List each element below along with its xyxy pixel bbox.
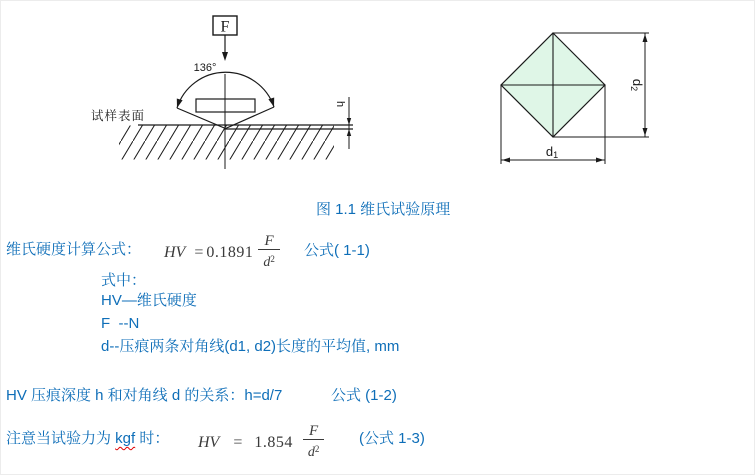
- h-arrow-top: [347, 118, 351, 125]
- d-definition: d--压痕两条对角线(d1, d2)长度的平均值, mm: [101, 338, 400, 355]
- formula-intro-label: 维氏硬度计算公式：: [6, 241, 142, 258]
- vickers-formula-1-1: HV = 0.1891 $\frac{F}{d^2}$: [164, 234, 280, 271]
- force-arrow-head: [222, 52, 228, 61]
- d1-label: d1: [545, 144, 559, 160]
- indentation-diagonals-diagram: [461, 1, 661, 181]
- hatching: [119, 126, 334, 160]
- h-label: h: [334, 100, 346, 108]
- depth-relation-line: HV 压痕深度 h 和对角线 d 的关系：h=d/7: [6, 387, 283, 404]
- vickers-formula-1-3: HV = 1.854 $\frac{F}{d^2}$: [198, 424, 324, 461]
- kgf-note-label: 注意当试验力为 kgf 时：: [6, 430, 170, 447]
- d2-arrow-top: [643, 34, 648, 42]
- kgf-misspell-underline: kgf: [115, 430, 136, 447]
- d2-arrow-bottom: [643, 128, 648, 136]
- f-definition: F --N: [101, 315, 140, 332]
- angle-arc-arrow-right: [268, 98, 274, 108]
- formula-1-2-tag: 公式 (1-2): [331, 387, 397, 404]
- h-arrow-bottom: [347, 129, 351, 136]
- figure-caption: 图 1.1 维氏试验原理: [316, 201, 451, 218]
- angle-arc-arrow-left: [177, 99, 183, 109]
- hv-definition: HV—维氏硬度: [101, 292, 197, 309]
- formula-1-1-tag: 公式( 1-1): [304, 242, 370, 259]
- formula-1-3-tag: (公式 1-3): [359, 430, 425, 447]
- force-label: F: [220, 18, 230, 36]
- d1-arrow-left: [502, 158, 510, 163]
- where-label: 式中：: [101, 272, 147, 289]
- d2-label: d2: [629, 78, 645, 92]
- angle-label: 136°: [193, 62, 217, 74]
- surface-label: 试样表面: [91, 109, 146, 123]
- d1-arrow-right: [596, 158, 604, 163]
- vickers-indenter-diagram: [1, 1, 381, 181]
